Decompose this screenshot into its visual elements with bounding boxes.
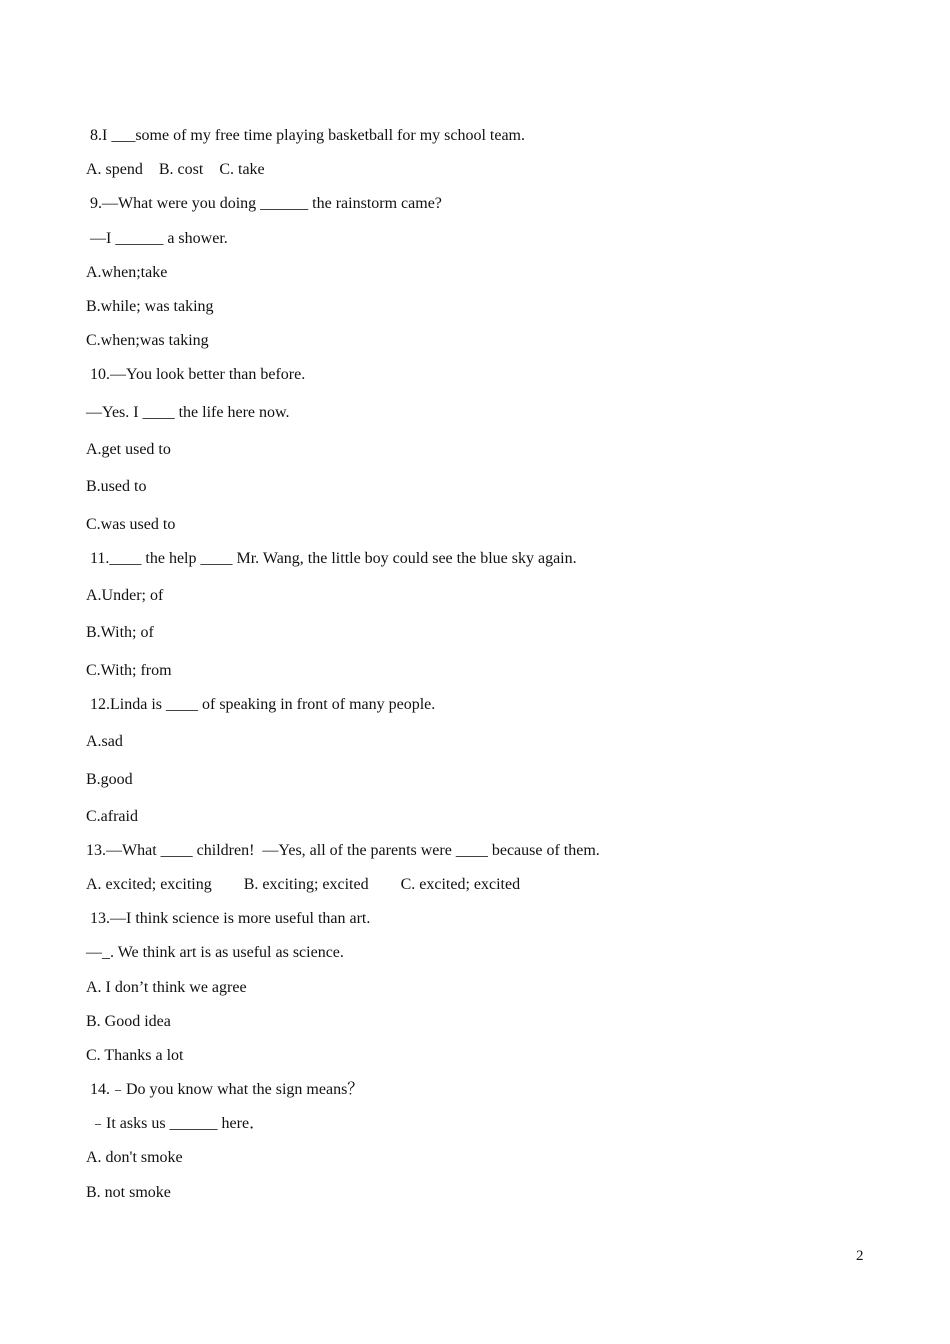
question-14-option-a: A. don't smoke [86,1149,183,1166]
question-13b-option-b: B. Good idea [86,1013,171,1030]
question-8-options: A. spend B. cost C. take [86,161,265,178]
question-11-option-a: A.Under; of [86,587,164,604]
page-number: 2 [856,1248,864,1264]
question-12-option-b: B.good [86,771,133,788]
question-14-stem: 14.﹣Do you know what the sign means？ [86,1081,364,1098]
question-11-option-b: B.With; of [86,624,154,641]
question-13b-option-c: C. Thanks a lot [86,1047,184,1064]
question-10-response: —Yes. I ____ the life here now. [86,404,290,421]
question-13b-stem: 13.—I think science is more useful than art. [86,910,371,927]
question-9-option-b: B.while; was taking [86,298,214,315]
question-12-option-a: A.sad [86,733,123,750]
question-10-option-a: A.get used to [86,441,171,458]
question-10-option-c: C.was used to [86,516,176,533]
question-12-option-c: C.afraid [86,808,138,825]
question-9-option-a: A.when;take [86,264,168,281]
question-10-option-b: B.used to [86,478,147,495]
question-8-stem: 8.I ___some of my free time playing basketball for my school team. [86,127,525,144]
question-9-option-c: C.when;was taking [86,332,209,349]
question-11-stem: 11.____ the help ____ Mr. Wang, the little boy could see the blue sky again. [86,550,577,567]
question-13-options: A. excited; exciting B. exciting; excited C. excited; excited [86,876,521,893]
question-9-stem: 9.—What were you doing ______ the rainstorm came? [86,195,442,212]
question-14-response: ﹣It asks us ______ here． [86,1115,266,1132]
question-9-response: —I ______ a shower. [86,230,228,247]
question-13b-response: —_. We think art is as useful as science. [86,944,344,961]
question-12-stem: 12.Linda is ____ of speaking in front of many people. [86,696,436,713]
question-14-option-b: B. not smoke [86,1184,171,1201]
question-13b-option-a: A. I don’t think we agree [86,979,247,996]
question-13-stem: 13.—What ____ children! —Yes, all of the parents were ____ because of them. [86,842,600,859]
question-10-stem: 10.—You look better than before. [86,366,306,383]
question-11-option-c: C.With; from [86,662,172,679]
